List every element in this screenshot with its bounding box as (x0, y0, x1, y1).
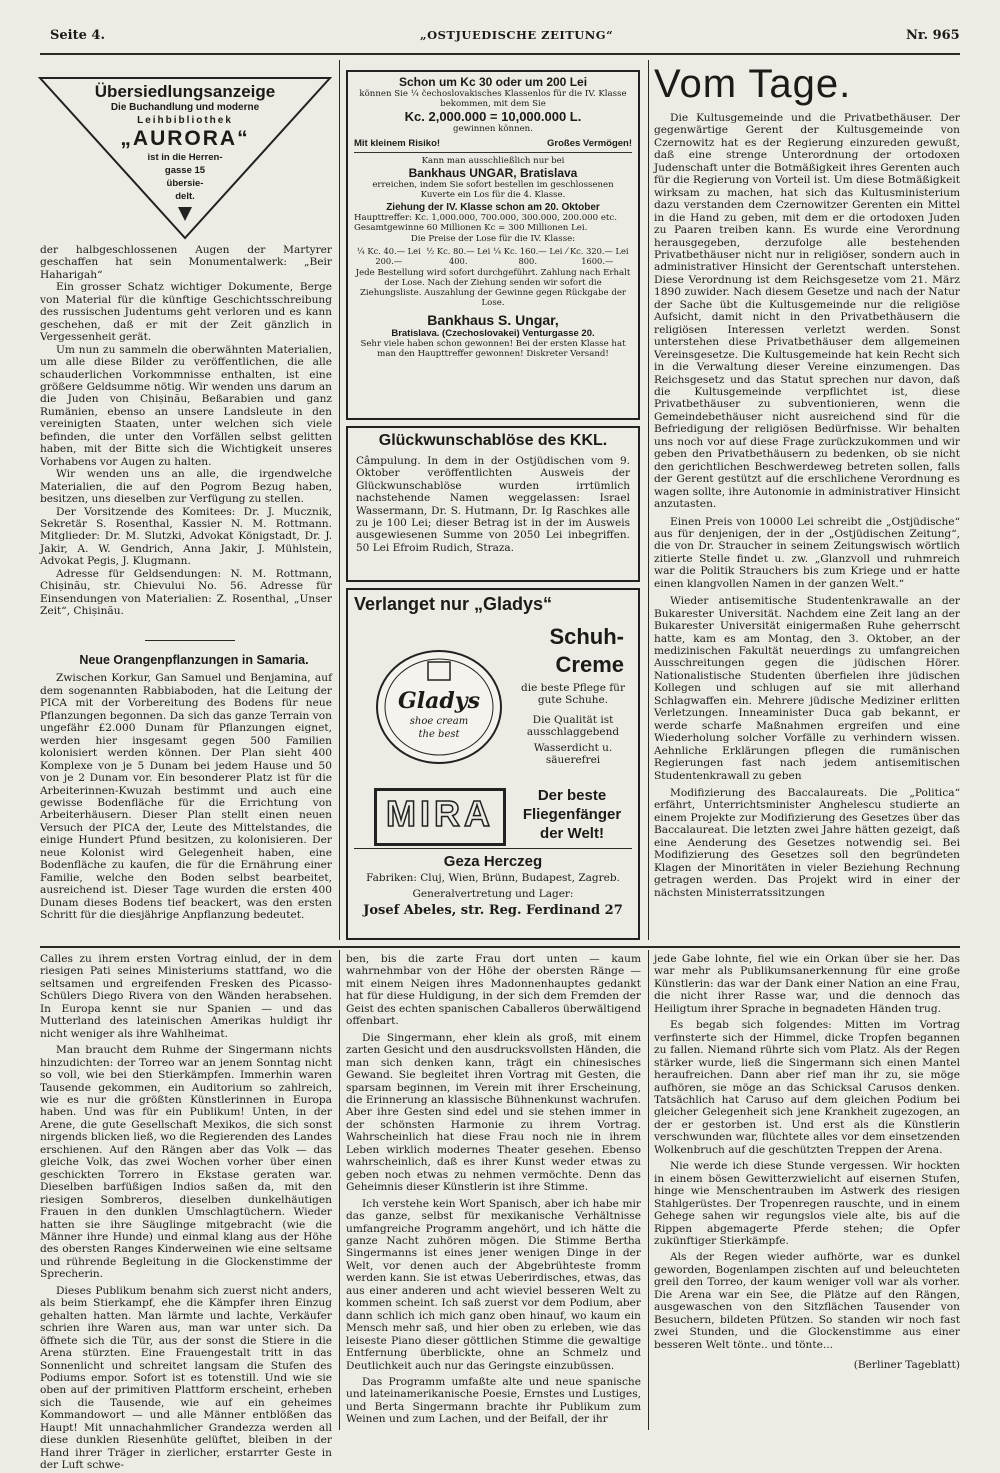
mira-slogan: Der beste Fliegenfänger der Welt! (522, 787, 622, 842)
column-divider (648, 60, 649, 940)
paragraph: Dieses Publikum benahm sich zuerst nicht anders, als beim Stierkampf, ehe die Kämpfer ihren Einzug gehalten hatten. Man lärmte und lachte, Verkäufer schrien ihre Waren aus, man war unter sich. Da öffnete sich die Tür, aus der sonst die Stiere in die Arena stürzten. Eine Frauengestalt tritt in das Sonnenlicht und schreitet langsam die Stufen des Podiums empor. Sofort ist es totenstill. Und wie sie oben auf der primitiven Plattform erscheint, erheben sich die Tausende, wie auf ein geheimes Kommandowort — und alle Männer entblößen das Haupt! Mit unnachahmlicher Grandezza werden all diese dunklen Riesenhüte gelüftet, bleiben in der Hand ihrer Träger in zierlicher, erstarrter Geste in der Luft schwe- (40, 1284, 332, 1472)
lottery-footer: Sehr viele haben schon gewonnen! Bei der ersten Klasse hat man den Haupttreffer gewonnen! Diskreter Versand! (360, 338, 626, 359)
aurora-line3: ist in die Herren- (147, 152, 223, 163)
gladys-waterproof: Wasserdicht u. säuerefrei (533, 742, 613, 766)
price-item: ⁄ Kc. 320.— Lei 1600.— (565, 245, 629, 266)
aurora-title: Übersiedlungsanzeige (94, 82, 276, 101)
paragraph: Calles zu ihrem ersten Vortrag einlud, der in dem riesigen Pati seines Ministeriums stattfand, wo die seltsamen und ergreifenden Fresken des Picasso-Schülers Diego Rivera von den Wänden herabsehen. In Europa kennt sie nur Spanien — und das Mutterland des lateinischen Amerikas huldigt ihr nicht weniger als ihre Wahlheimat. (40, 953, 332, 1040)
lottery-text: Kann man ausschließlich nur bei (421, 155, 565, 166)
newspaper-name: „OSTJUEDISCHE ZEITUNG“ (420, 28, 614, 42)
mira-text: MIRA (386, 793, 494, 834)
bank-name: Bankhaus UNGAR, Bratislava (408, 165, 578, 180)
mira-logo (374, 788, 506, 846)
feuilleton-col-3 (654, 953, 960, 1429)
column-divider (339, 950, 340, 1430)
gladys-care: die beste Pflege für gute Schuhe. (521, 682, 625, 706)
price-item: ¼ Kc. 160.— Lei 800. (493, 245, 563, 266)
aurora-ad (40, 70, 330, 240)
lottery-text: können Sie ¼ čechoslovakisches Klassenlos für die IV. Klasse bekommen, mit dem Sie (359, 89, 627, 110)
kkl-text: Câmpulung. In dem in der Ostjüdischen vom 9. Oktober veröffentlichten Ausweis der Glückwunschablöse wurden irrtümlich nachstehende Namen weggelassen: Israel Wassermann, Dr. S. Hutmann, Dr. Ig Raschkes alle zu je 100 Lei; dieser Betrag ist in der im Ausweis ausgewiesenen Summe von 2050 Lei inbegriffen. 50 Lei Efroim Rudich, Straza. (356, 455, 630, 554)
lottery-prizes: Haupttreffer: Kc. 1,000.000, 700.000, 300.000, 200.000 etc. Gesamtgewinne 60 Millionen Kc = 300 Millionen Lei. (354, 213, 617, 234)
section-rule (40, 946, 960, 948)
vom-tage-title: Vom Tage. (654, 62, 852, 106)
lottery-text: Jede Bestellung wird sofort durchgeführt. Zahlung nach Erhalt der Lose. Nach der Ziehung senden wir sofort die Ziehungsliste. Auszahlung der Gewinne gegen Rückgabe der Lose. (355, 267, 631, 309)
lottery-headline: Schon um Kc 30 oder um 200 Lei (398, 75, 588, 89)
column-divider (648, 950, 649, 1430)
paragraph: Wieder antisemitische Studentenkrawalle an der Bukarester Universität. Nachdem eine Zeit lang an der Bukarester Universität einigermaßen Ruhe geherrscht hatte, kam es am Montag, den 3. Oktober, an der medizinischen Fakultät neuerdings zu umfangreichen Ausschreitungen gegen die jüdischen Hörer. Nationalistische Studenten überfielen ihre jüdischen Kollegen und schlugen auf sie mit allerhand Schlagwaffen ein. Mehrere jüdische Mediziner erlitten Verletzungen. Inneaminister Duca gab bekannt, er werde scharfe Maßnahmen ergreifen und eine Wiederholung solcher Vorfälle zu verhindern wissen. Aehnliche Erklärungen pflegen die rumänischen Regierungen fast nach jedem antisemitischen Studentenkrawall zu geben (654, 595, 960, 782)
aurora-line5: übersie- (166, 178, 204, 189)
kkl-notice (346, 426, 640, 582)
company-name: Geza Herczeg (443, 853, 543, 870)
paragraph: der halbgeschlossenen Augen der Martyrer geschaffen hat sein Monumentalwerk: „Beir Haharigah“ (40, 244, 332, 281)
general-agency: Generalvertretung und Lager: (412, 888, 574, 900)
aurora-line4: gasse 15 (164, 165, 206, 176)
paragraph: Der Vorsitzende des Komitees: Dr. J. Mucznik, Sekretär S. Rosenthal, Kassier N. M. Rottmann. Mitglieder: Dr. M. Slutzki, Advokat Königstadt, Dr. J. Jakir, A. W. Gendrich, Anna Jakir, J. Mühlstein, Advokat Pegis, J. Klugmann. (40, 505, 332, 568)
lottery-risk: Mit kleinem Risiko! (354, 137, 441, 149)
paragraph: ben, bis die zarte Frau dort unten — kaum wahrnehmbar von der Höhe der obersten Ränge — mit einem Neigen ihres Madonnenhauptes gedankt hat für diese Huldigung, in der sich dem Fremden der Geist des echten spanischen Caballeros überwältigend offenbart. (346, 953, 641, 1028)
paragraph: Die Singermann, eher klein als groß, mit einem zarten Gesicht und den ausdrucksvollsten Händen, die man sich denken kann, trägt ein chinesisches Gewand. Sie begleitet ihren Vortrag mit Gesten, die sparsam beginnen, im Verein mit ihrer Erscheinung, die Erinnerung an klassische Bühnenkunst wachrufen. Aber ihre Gesten sind edel und sie stehen immer in der schönsten Harmonie zu ihrem Vortrag. Wahrscheinlich hat diese Frau noch nie in ihrem Leben wirklich modernes Theater gesehen. Ebenso wahrscheinlich, daß es ihrer Kunst weder etwas zu geben noch etwas zu nehmen vermöchte. Denn das Geheimnis dieser Künstlerin ist ihre Stimme. (346, 1031, 641, 1194)
arrow-down-icon (178, 207, 192, 223)
gladys-sub2: the best (418, 729, 460, 740)
column-1-article (40, 244, 332, 644)
aurora-line6: delt. (175, 191, 195, 202)
paragraph: Das Programm umfaßte alte und neue spanische und lateinamerikanische Poesie, Ernstes und Lustiges, und Berta Singermann brachte ihr Publikum zum Weinen und zum Lachen, und der Beifall, der ihr (346, 1375, 641, 1426)
paragraph: Ich verstehe kein Wort Spanisch, aber ich habe mir das ganze, selbst für mexikanische Verhältnisse umfangreiche Programm angehört, und ich hätte die ganze Nacht zuhören mögen. Die Stimme Bertha Singermanns ist eines jener wenigen Dinge in der Welt, vor denen auch der Abgebrühteste fromm werden kann. Sie ist etwas Ueberirdisches, etwas, das aus einer anderen und acht wieviel besseren Welt zu kommen scheint. Ich saß zuerst vor dem Podium, aber dann schlich ich mich ganz oben hinauf, wo kaum ein Mensch mehr saß, und hier oben zu erleben, wie das leiseste Piano dieser göttlichen Stimme die gewaltige Entfernung überblickte, ohne an Schmelz und Deutlichkeit auch nur das Geringste einzubüssen. (346, 1197, 641, 1372)
paragraph: Einen Preis von 10000 Lei schreibt die „Ostjüdische“ aus für denjenigen, der in der „Ostjüdischen Zeitung“, die von Dr. Straucher in seinem Zeitungswisch wörtlich zitierte Stelle findet u. zw. „Glanzvoll und ruhmreich war die Politik Strauchers bis zum Kriege und er hatte einen klangvollen Namen in der ganzen Welt.“ (654, 515, 960, 590)
gladys-headline: Verlanget nur „Gladys“ (354, 594, 553, 614)
bank-signature: Bankhaus S. Ungar, (427, 311, 559, 328)
kkl-title: Glückwunschablöse des KKL. (378, 432, 608, 449)
paragraph: Man braucht dem Ruhme der Singermann nichts hinzudichten: der Torreo war an jenem Sonntag nicht so voll, wie bei den Stierkämpfen. Immerhin waren Tausende gekommen, ein Auditorium so zahlreich, wie es nur die größten Künstlerinnen in Europa haben. Und was für ein Publikum! Unten, in der Arene, die gute Gesellschaft Mexikos, die sich sonst nirgends blicken ließ, wo die Regierenden des Landes erschienen. Auf den Rängen aber das Volk — das gleiche Volk, das zwei Wochen vorher über einen geschickten Torrero in Ekstase geraten war. Dieselben barfüßigen Indios saßen da, mit den riesigen Sombreros, dieselben dunkelhäutigen Frauen in den dunklen Umschlagtüchern. Wieder hatten sie ihre Säuglinge mitgebracht (wie die Männer ihre Hunde) und einmal klang aus der Höhe des obersten Ranges Kinderweinen wie eine seltsame und rührende Begleitung in die Glockenstimme der Sprecherin. (40, 1044, 332, 1281)
paragraph: Es begab sich folgendes: Mitten im Vortrag verfinsterte sich der Himmel, dicke Tropfen begannen zu fallen. Niemand rührte sich vom Platz. Als der Regen stärker wurde, ließ die Singermann sich einen Mantel heraufreichen. Dann aber rief man ihr zu, sie möge aufhören, sie möge an das Schicksal Carusos denken. Tatsächlich hat Caruso auf dem gleichen Podium bei gleicher Gelegenheit sich jene Krankheit zugezogen, an der er gestorben ist. Und erst als die Künstlerin verschwunden war, flüchtete alles vor dem einsetzenden Wolkenbruch auf die geschützten Treppen der Arena. (654, 1019, 960, 1156)
feuilleton-col-2 (346, 953, 641, 1429)
headline: Neue Orangenpflanzungen in Samaria. (79, 653, 309, 667)
paragraph: jede Gabe lohnte, fiel wie ein Orkan über sie her. Das war mehr als Publikumsanerkennung für eine große Künstlerin: das war der Dank einer Nation an eine Frau, die nicht ihrer Rasse war, und die dennoch das Heiligtum ihrer Sprache in begnadeten Händen trug. (654, 953, 960, 1015)
gladys-sub1: shoe cream (409, 716, 469, 727)
issue-number: Nr. 965 (906, 28, 960, 43)
gladys-ad (346, 588, 640, 940)
lottery-text: erreichen, indem Sie sofort bestellen im geschlossenen Kuverte ein Los für die 4. Klasse. (372, 179, 614, 201)
column-divider (339, 60, 340, 940)
lottery-fortune: Großes Vermögen! (547, 137, 632, 149)
price-item: ½ Kc. 80.— Lei 400. (426, 245, 491, 266)
paragraph: Nie werde ich diese Stunde vergessen. Wir hockten in einem bösen Gewitterzwielicht auf eisernen Stufen, hinge wie Menschentrauben im Astwerk des riesigen Stahlgerüstes. Der Tropenregen rauschte, und in einem Gehege sahen wir regungslos viele alte, bis auf die Rippen abgemagerte Pferde stehen; die Opfer zukünftiger Stierkämpfe. (654, 1160, 960, 1247)
lottery-text: Die Preise der Lose für die IV. Klasse: (410, 233, 576, 244)
agency-address: Josef Abeles, str. Reg. Ferdinand 27 (363, 903, 623, 918)
gladys-brand: Gladys (398, 688, 480, 714)
feuilleton-col-1 (40, 953, 332, 1472)
section-separator (145, 640, 235, 641)
column-1-article-2 (40, 654, 332, 944)
lottery-ad (346, 70, 640, 420)
page-label: Seite 4. (50, 28, 105, 43)
aurora-name: „AURORA“ (120, 127, 250, 150)
gladys-quality: Die Qualität ist ausschlaggebend (526, 714, 620, 738)
paragraph: Ein grosser Schatz wichtiger Dokumente, Berge von Material für die künftige Geschichtsschreibung des russischen Judentums geht verloren und es kann geschehen, daß er mit der Zeit gänzlich in Vergessenheit gerät. (40, 281, 332, 344)
paragraph: Adresse für Geldsendungen: N. M. Rottmann, Chișinău, str. Chievului No. 56. Adresse für Einsendungen von Materialien: Z. Rosenthal, „Unser Zeit“, Chișinău. (40, 567, 332, 618)
paragraph: Als der Regen wieder aufhörte, war es dunkel geworden, Bogenlampen zischten auf und beleuchteten greil den Torreo, der kaum weniger voll war als vorher. Die Arena war ein See, die Plätze auf den Rängen, ausgewaschen von den Sitzflächen Tausender von Besuchern, bildeten Pfützen. So standen wir noch fast zwei Stunden, und die Glockenstimme aus einer besseren Welt tönte.. und tönte... (654, 1251, 960, 1351)
paragraph: Zwischen Korkur, Gan Samuel und Benjamina, auf dem sogenannten Rabbiaboden, hat die Leitung der PICA mit der Vorbereitung des Bodens für neue Pflanzungen begonnen. Da sich das ganze Terrain von ungefähr £2.000 Dunam für Pflanzungen eignet, werden hier insgesamt gegen 500 Familien kolonisiert werden können. Der Plan sieht 400 Komplexe von je 5 Dunam bei jedem Hause und 50 von je 2 Dunam vor. Ein besonderer Platz ist für die Arbeiterinnen-Kwuzah bestimmt und auch eine gewisse Bodenfläche für die Errichtung von Arbeiterhäusern. Dieser Plan stellt einen neuen Versuch der PICA der, Leute des Mittelstandes, die einige Hundert Pfund besitzen, zu kolonisieren. Der neue Kolonist wird Gelegenheit haben, eine Bodenfläche zu kaufen, die für die Ernährung einer Familie, welche den Boden selbst bearbeitet, ausreichend ist. Dieser Tage wurden die ersten 400 Dunam dieses Bodens tief beackert, was den ersten Schritt für die diesjährige Anpflanzung bedeutet. (40, 672, 332, 922)
paragraph: Die Kultusgemeinde und die Privatbethäuser. Der gegenwärtige Gerent der Kultusgemeinde von Czernowitz hat es der Regierung einzureden gewußt, daß eine strenge Unterordnung der ortodoxen Judenschaft unter die Botmäßigkeit ihres Gerenten auch für die Regierung von Vorteil ist. Um diese Botmäßigkeit wirksam zu machen, hat sich das Kultusministerium dazu verstanden dem Czernowitzer Gerenten ein Mittel in die Hand zu geben, mit dem er die ortodoxen Juden zu Paaren treiben kann. Es wurde eine Verordnung herausgegeben, derzufolge alle bestehenden Privatbethäuser nicht nur in religiöser, sondern auch in administrativer Hinsicht der Gerentschaft unterstehen. Diese Verordnung ist dem Reichsgesetze vom 21. März 1890 zuwider. Nach diesem Gesetze und nach der Natur der Sache übt die Kultusgemeinde nur die religiöse Aufsicht, damit nicht in den Privatbethäusern die religiösen Interessen verletzt werden. Sonst unterstehen diese Privatbethäuser dem allgemeinen Vereinsgesetze. Die Kultusgemeinde hat kein Recht sich in die Verwaltung dieser Vereine einzumengen. Das Reichsgesetz und das Statut sprechen nur davon, daß die Kultusgemeinde verpflichtet ist, diese Privatbethäuser zu subventionieren, wenn die Gemeindebethäuser nicht ausreichend sind für die Befriedigung der religiösen Bedürfnisse. Wir behalten uns noch vor auf diese Frage zurückzukommen und wir geben den Privatbethäusern zu bedenken, ob sie nicht den gerichtlichen Beschwerdeweg betreten sollen, falls der Gerent gestützt auf die erschlichene Verordnung es wagen sollte, ihre Autonomie in administrativer Hinsicht anzutasten. (654, 112, 960, 511)
column-3-news (654, 112, 960, 942)
aurora-line1: Die Buchandlung und moderne (110, 102, 260, 113)
paragraph: Wir wenden uns an alle, die irgendwelche Materialien, die auf den Pogrom Bezug haben, besitzen, uns dieselben zur Verfügung zu stellen. (40, 468, 332, 506)
lottery-text: gewinnen können. (453, 124, 533, 135)
bank-address: Bratislava. (Czechoslovakei) Venturgasse 20. (391, 327, 595, 339)
source-credit: (Berliner Tageblatt) (853, 1359, 960, 1372)
draw-date: Ziehung der IV. Klasse schon am 20. Oktober (386, 202, 600, 214)
aurora-line2: Leihbibliothek (137, 115, 233, 126)
price-item: ¼ Kc. 40.— Lei 200.— (356, 245, 421, 266)
paragraph: Modifizierung des Baccalaureats. Die „Politica“ erfährt, Unterrichtsminister Anghelescu studierte an einem Projekte zur Modifizierung des Gesetzes über das Baccalaureat. Die letzten zwei Jahre hätten gezeigt, daß eine Aenderung des Gesetzes notwendig sei. Bei Modifizierung des Gesetzes soll den begründeten Klagen der Minoritäten in vieler Beziehung Rechnung getragen werden. Das Projekt wird in einer der nächsten Ministerratssitzungen (654, 787, 960, 899)
gladys-creme: Creme (555, 652, 624, 677)
gladys-tin-image (374, 648, 504, 766)
gladys-shoe: Schuh- (549, 624, 624, 649)
factories: Fabriken: Cluj, Wien, Brünn, Budapest, Zagreb. (366, 872, 620, 884)
paragraph: Um nun zu sammeln die oberwähnten Materialien, um alle diese Bilder zu veröffentlichen, die alle schauderlichen Vorkommnisse enthalten, ist eine größere Geldsumme nötig. Wir wenden uns darum an die Juden von Chișinău, Beßarabien und ganz Rumänien, ebenso an unsere Landsleute in den vereinigten Staaten, unter welchen sich viele befinden, die unter den Vorfällen selbst gelitten haben, mit der Bitte sich die Wichtigkeit unseres Vorhabens vor Augen zu halten. (40, 343, 332, 468)
header-rule (40, 53, 960, 55)
lottery-amount: Kc. 2,000.000 = 10,000.000 L. (404, 109, 582, 125)
